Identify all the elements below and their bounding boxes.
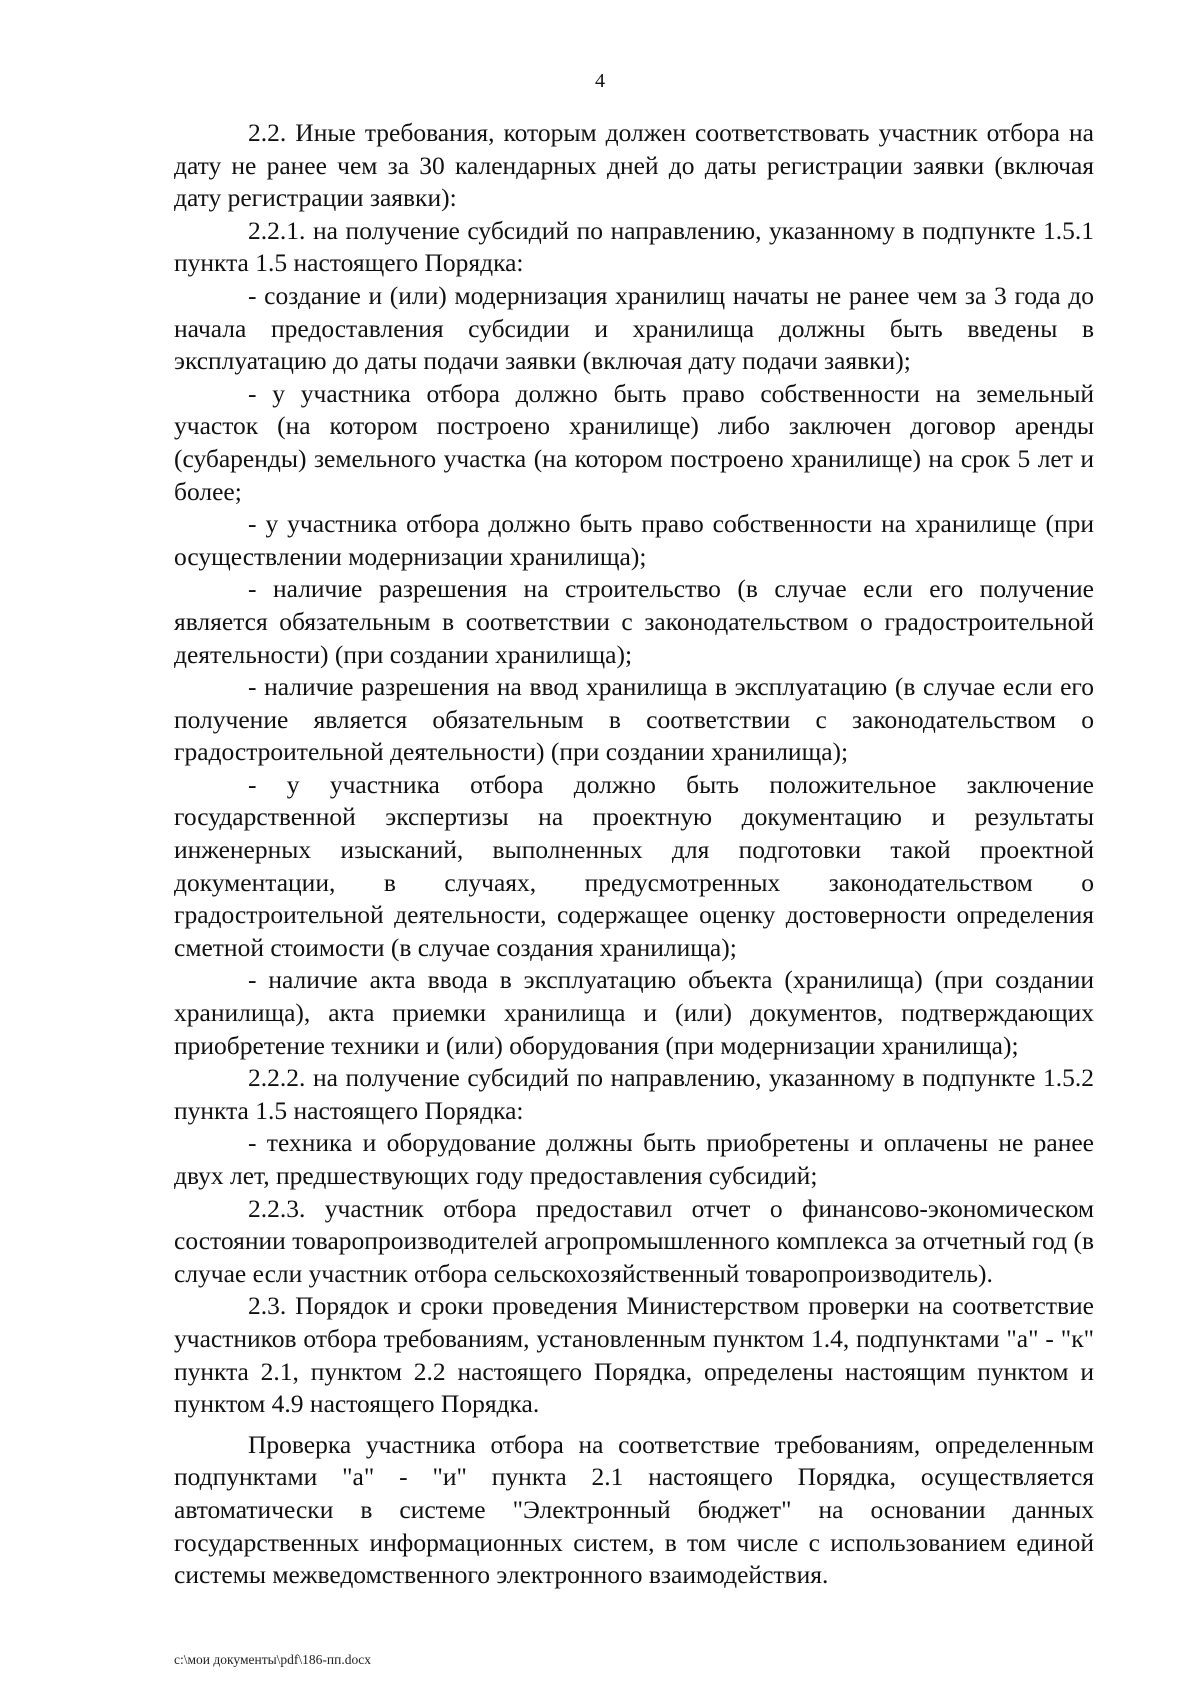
list-item: - у участника отбора должно быть право собственности на хранилище (при осуществлении модернизации хранилища); <box>174 509 1094 571</box>
list-item: - наличие разрешения на строительство (в случае если его получение является обязательным в соответствии с законодательством о градостроительной деятельности) (при создании хранилища); <box>174 574 1094 669</box>
paragraph-verification: Проверка участника отбора на соответствие требованиям, определенным подпунктами "а" - "и" пункта 2.1 настоящего Порядка, осуществляется автоматически в системе "Электронный бюджет" на основании данных государственных информационных систем, в том числе с использованием единой системы межведомственного электронного взаимодействия. <box>174 1429 1094 1590</box>
list-item: - наличие акта ввода в эксплуатацию объекта (хранилища) (при создании хранилища), акта приемки хранилища и (или) документов, подтверждающих приобретение техники и (или) оборудования (при модернизации хранилища); <box>174 965 1094 1060</box>
footer-file-path: c:\мои документы\pdf\186-пп.docx <box>174 1652 371 1667</box>
list-item: - наличие разрешения на ввод хранилища в эксплуатацию (в случае если его получение является обязательным в соответствии с законодательством о градостроительной деятельности) (при создании хранилища); <box>174 672 1094 767</box>
paragraph-2-2-3: 2.2.3. участник отбора предоставил отчет о финансово-экономическом состоянии товаропроизводителей агропромышленного комплекса за отчетный год (в случае если участник отбора сельскохозяйственный товаропроизводитель). <box>174 1193 1094 1288</box>
list-item: - у участника отбора должно быть право собственности на земельный участок (на котором построено хранилище) либо заключен договор аренды (субаренды) земельного участка (на котором построено хранилище) на срок 5 лет и более; <box>174 378 1094 506</box>
document-body <box>174 117 1094 1592</box>
list-item: - создание и (или) модернизация хранилищ начаты не ранее чем за 3 года до начала предоставления субсидии и хранилища должны быть введены в эксплуатацию до даты подачи заявки (включая дату подачи заявки); <box>174 280 1094 376</box>
paragraph-2-3: 2.3. Порядок и сроки проведения Министерством проверки на соответствие участников отбора требованиям, установленным пунктом 1.4, подпунктами "а" - "к" пункта 2.1, пунктом 2.2 настоящего Порядка, определены настоящим пунктом и пунктом 4.9 настоящего Порядка. <box>174 1291 1094 1419</box>
paragraph-2-2: 2.2. Иные требования, которым должен соответствовать участник отбора на дату не ранее чем за 30 календарных дней до даты регистрации заявки (включая дату регистрации заявки): <box>174 118 1094 213</box>
page-number: 4 <box>595 70 605 92</box>
list-item: - техника и оборудование должны быть приобретены и оплачены не ранее двух лет, предшествующих году предоставления субсидий; <box>174 1128 1094 1190</box>
list-item: - у участника отбора должно быть положительное заключение государственной экспертизы на проектную документацию и результаты инженерных изысканий, выполненных для подготовки такой проектной документации, в случаях, предусмотренных законодательством о градостроительной деятельности, содержащее оценку достоверности определения сметной стоимости (в случае создания хранилища); <box>174 769 1094 962</box>
paragraph-2-2-2: 2.2.2. на получение субсидий по направлению, указанному в подпункте 1.5.2 пункта 1.5 настоящего Порядка: <box>174 1063 1094 1125</box>
paragraph-2-2-1: 2.2.1. на получение субсидий по направлению, указанному в подпункте 1.5.1 пункта 1.5 настоящего Порядка: <box>174 215 1094 278</box>
